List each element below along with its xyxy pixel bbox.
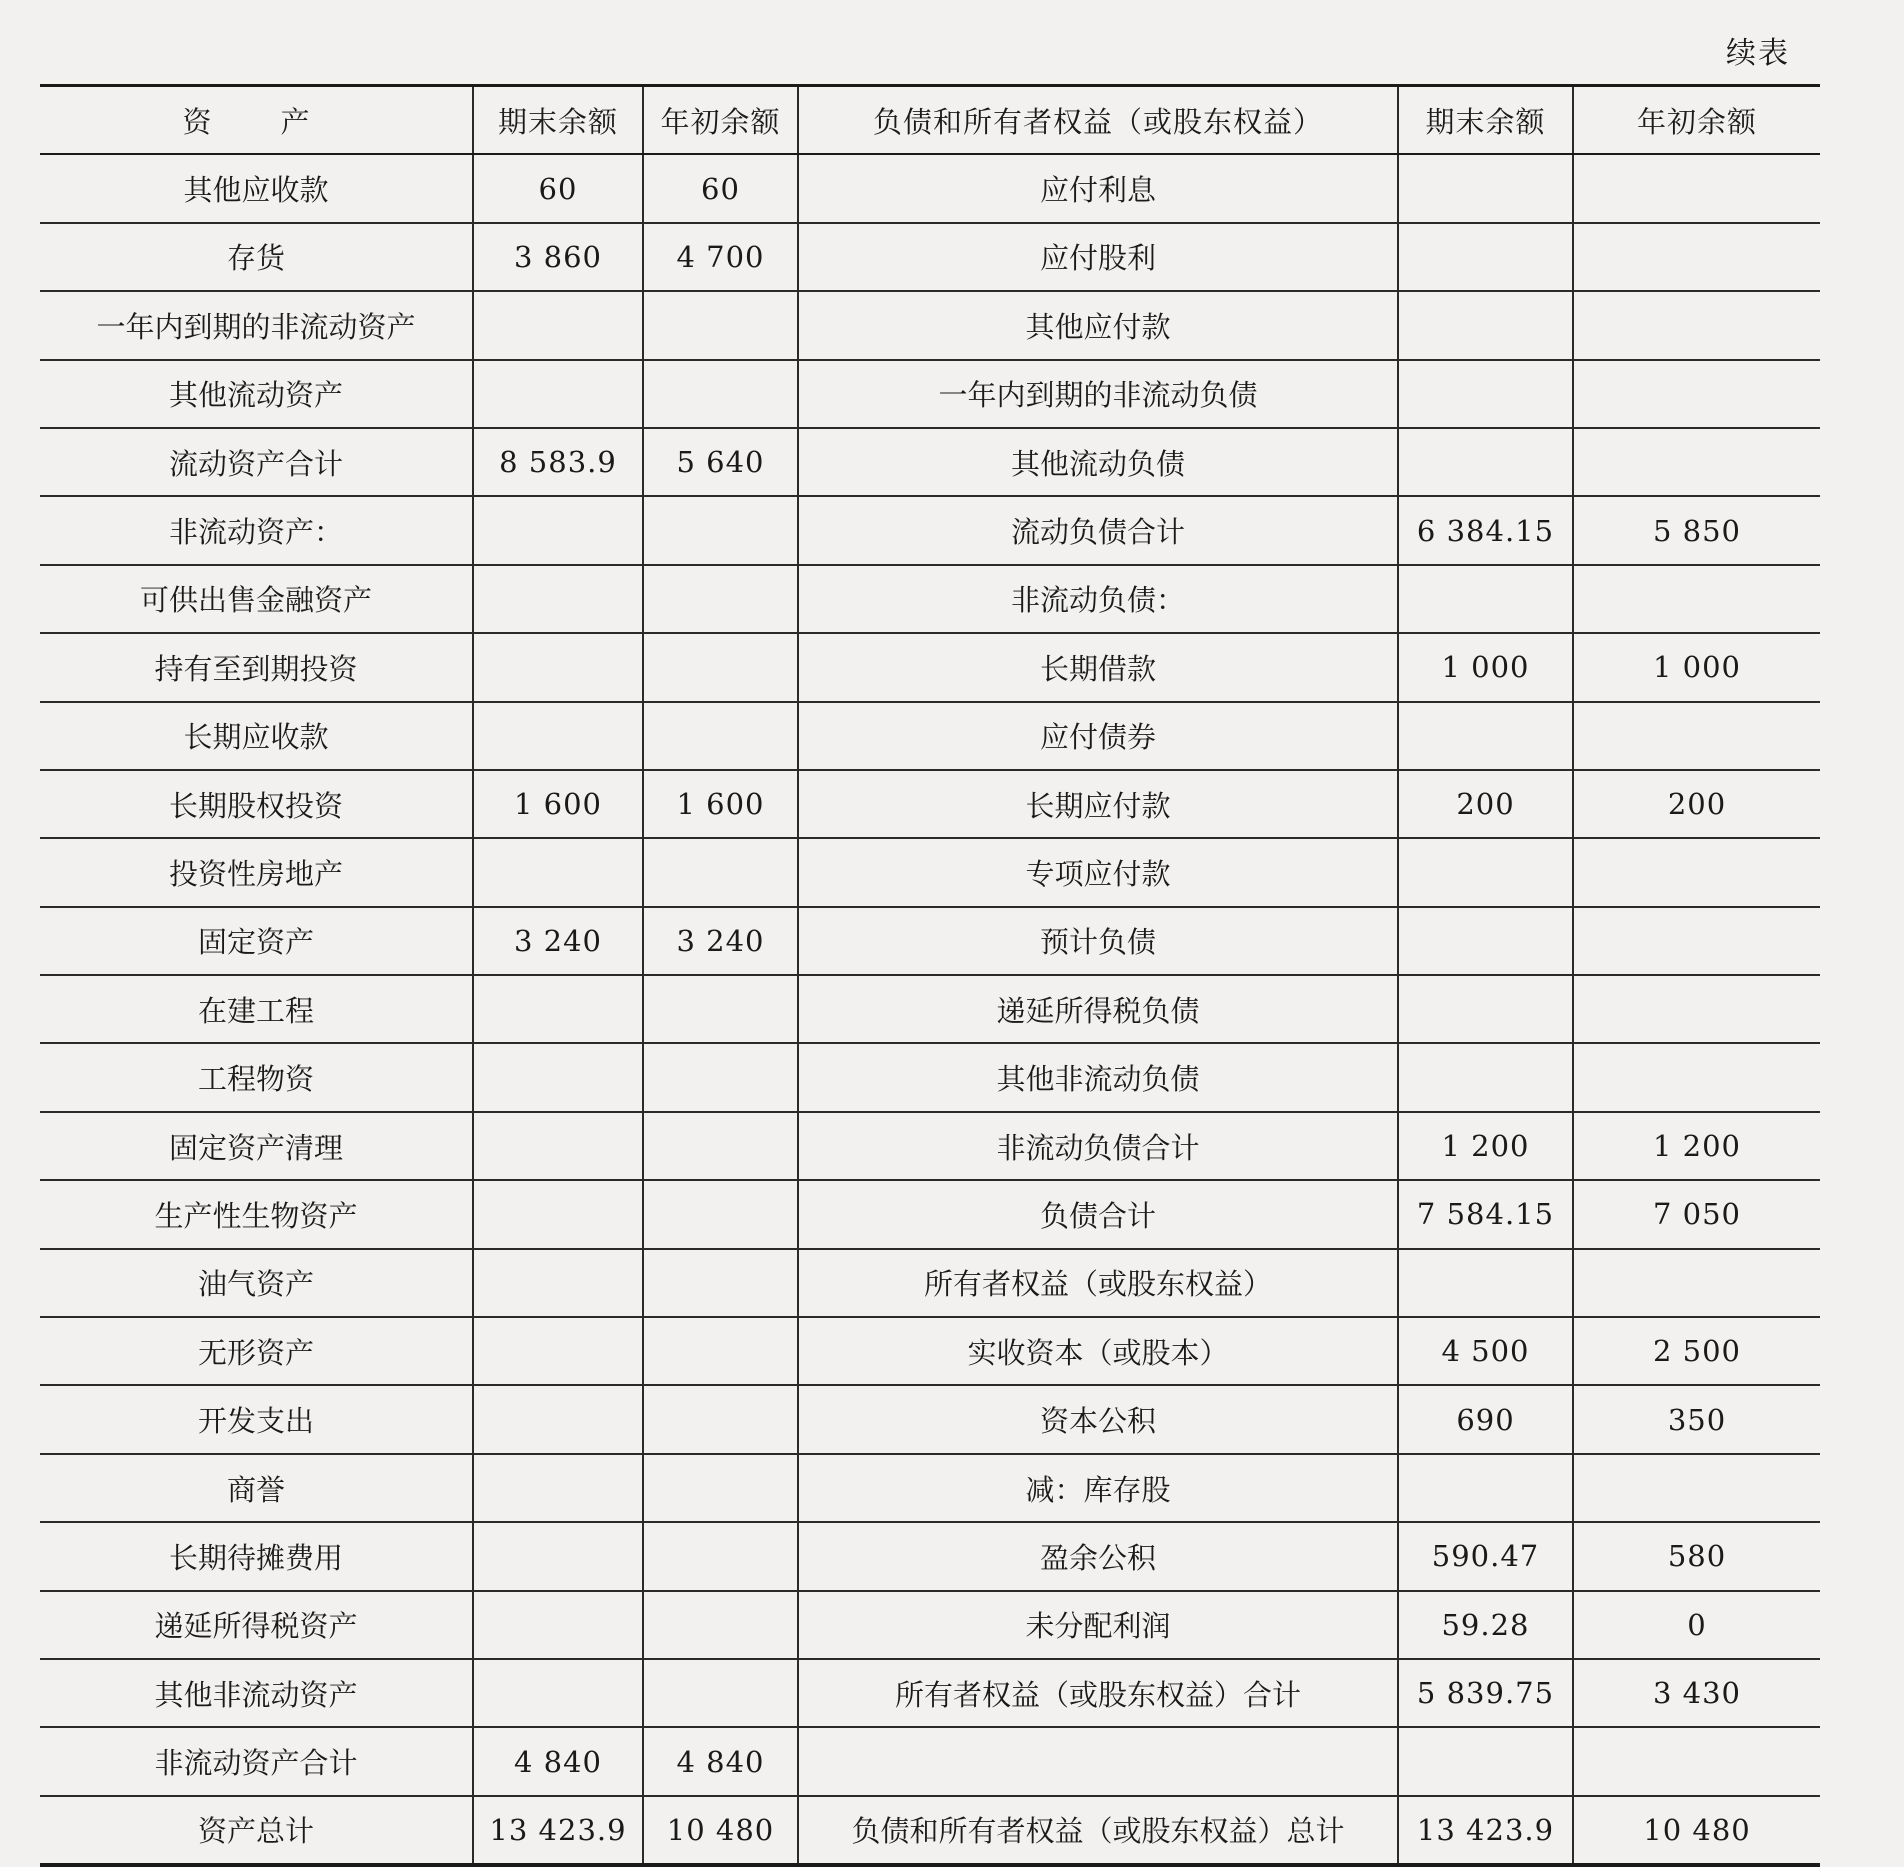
table-row (40, 428, 1820, 496)
asset-name-cell: 固定资产 (40, 907, 473, 975)
asset-name-cell: 长期应收款 (40, 702, 473, 770)
asset-end-cell (473, 1043, 643, 1111)
liab-begin-cell (1573, 975, 1820, 1043)
asset-name-cell: 长期待摊费用 (40, 1522, 473, 1590)
header-asset: 资 产 (40, 86, 473, 155)
table-row (40, 291, 1820, 359)
asset-end-cell (473, 1385, 643, 1453)
table-row (40, 1043, 1820, 1111)
liab-end-cell (1398, 223, 1573, 291)
liab-begin-cell (1573, 1249, 1820, 1317)
liability-name-cell: 非流动负债合计 (798, 1112, 1398, 1180)
liab-end-cell (1398, 565, 1573, 633)
liability-name-cell: 资本公积 (798, 1385, 1398, 1453)
asset-name-cell: 其他流动资产 (40, 360, 473, 428)
table-row (40, 838, 1820, 906)
liab-begin-cell (1573, 154, 1820, 222)
liability-name-cell: 一年内到期的非流动负债 (798, 360, 1398, 428)
asset-name-cell: 资产总计 (40, 1796, 473, 1865)
asset-begin-cell (643, 1043, 798, 1111)
liability-name-cell: 未分配利润 (798, 1591, 1398, 1659)
liab-begin-cell (1573, 907, 1820, 975)
asset-end-cell (473, 565, 643, 633)
liability-name-cell (798, 1727, 1398, 1795)
liab-begin-cell: 2 500 (1573, 1317, 1820, 1385)
asset-begin-cell (643, 633, 798, 701)
liab-begin-cell (1573, 1454, 1820, 1522)
liab-begin-cell: 3 430 (1573, 1659, 1820, 1727)
asset-begin-cell (643, 1522, 798, 1590)
asset-name-cell: 无形资产 (40, 1317, 473, 1385)
liab-end-cell: 13 423.9 (1398, 1796, 1573, 1865)
asset-name-cell: 非流动资产： (40, 496, 473, 564)
asset-end-cell (473, 360, 643, 428)
liab-end-cell: 200 (1398, 770, 1573, 838)
asset-end-cell (473, 1317, 643, 1385)
liability-name-cell: 流动负债合计 (798, 496, 1398, 564)
asset-end-cell (473, 1249, 643, 1317)
liab-begin-cell: 5 850 (1573, 496, 1820, 564)
table-row (40, 1591, 1820, 1659)
liab-begin-cell (1573, 428, 1820, 496)
document-page (40, 0, 1820, 1862)
table-row (40, 565, 1820, 633)
asset-begin-cell (643, 1591, 798, 1659)
liability-name-cell: 专项应付款 (798, 838, 1398, 906)
table-row (40, 770, 1820, 838)
asset-begin-cell (643, 1659, 798, 1727)
liab-end-cell: 4 500 (1398, 1317, 1573, 1385)
asset-begin-cell: 10 480 (643, 1796, 798, 1865)
table-row (40, 1317, 1820, 1385)
asset-end-cell (473, 1591, 643, 1659)
liability-name-cell: 长期应付款 (798, 770, 1398, 838)
balance-sheet-table (40, 84, 1820, 1867)
liability-name-cell: 应付债券 (798, 702, 1398, 770)
asset-end-cell (473, 1659, 643, 1727)
liab-begin-cell (1573, 360, 1820, 428)
header-asset-end: 期末余额 (473, 86, 643, 155)
liab-end-cell (1398, 360, 1573, 428)
liab-begin-cell (1573, 838, 1820, 906)
liab-end-cell: 7 584.15 (1398, 1180, 1573, 1248)
table-row (40, 1385, 1820, 1453)
header-liability: 负债和所有者权益（或股东权益） (798, 86, 1398, 155)
asset-begin-cell: 4 700 (643, 223, 798, 291)
asset-name-cell: 工程物资 (40, 1043, 473, 1111)
liability-name-cell: 实收资本（或股本） (798, 1317, 1398, 1385)
liability-name-cell: 所有者权益（或股东权益） (798, 1249, 1398, 1317)
asset-name-cell: 递延所得税资产 (40, 1591, 473, 1659)
asset-end-cell (473, 1522, 643, 1590)
asset-begin-cell: 1 600 (643, 770, 798, 838)
asset-end-cell: 3 860 (473, 223, 643, 291)
liab-end-cell (1398, 907, 1573, 975)
asset-end-cell: 3 240 (473, 907, 643, 975)
liab-end-cell: 1 000 (1398, 633, 1573, 701)
asset-begin-cell (643, 975, 798, 1043)
liab-end-cell: 59.28 (1398, 1591, 1573, 1659)
table-row (40, 154, 1820, 222)
liab-end-cell: 5 839.75 (1398, 1659, 1573, 1727)
liab-begin-cell: 10 480 (1573, 1796, 1820, 1865)
asset-end-cell (473, 496, 643, 564)
liab-begin-cell: 0 (1573, 1591, 1820, 1659)
liability-name-cell: 其他非流动负债 (798, 1043, 1398, 1111)
liab-begin-cell (1573, 702, 1820, 770)
liability-name-cell: 盈余公积 (798, 1522, 1398, 1590)
liab-begin-cell (1573, 565, 1820, 633)
table-row (40, 1112, 1820, 1180)
liab-begin-cell: 1 200 (1573, 1112, 1820, 1180)
table-row (40, 633, 1820, 701)
table-row (40, 1249, 1820, 1317)
asset-begin-cell (643, 1180, 798, 1248)
liab-begin-cell (1573, 291, 1820, 359)
liability-name-cell: 所有者权益（或股东权益）合计 (798, 1659, 1398, 1727)
liab-begin-cell: 7 050 (1573, 1180, 1820, 1248)
asset-name-cell: 长期股权投资 (40, 770, 473, 838)
asset-end-cell: 60 (473, 154, 643, 222)
asset-begin-cell (643, 1249, 798, 1317)
asset-end-cell (473, 1180, 643, 1248)
asset-begin-cell: 4 840 (643, 1727, 798, 1795)
asset-begin-cell (643, 1385, 798, 1453)
table-row (40, 1727, 1820, 1795)
liab-begin-cell: 350 (1573, 1385, 1820, 1453)
asset-begin-cell (643, 496, 798, 564)
asset-name-cell: 开发支出 (40, 1385, 473, 1453)
liab-end-cell (1398, 1727, 1573, 1795)
asset-end-cell (473, 1112, 643, 1180)
asset-end-cell: 13 423.9 (473, 1796, 643, 1865)
asset-name-cell: 持有至到期投资 (40, 633, 473, 701)
liability-name-cell: 负债合计 (798, 1180, 1398, 1248)
asset-begin-cell (643, 360, 798, 428)
asset-end-cell (473, 838, 643, 906)
asset-name-cell: 流动资产合计 (40, 428, 473, 496)
liability-name-cell: 非流动负债： (798, 565, 1398, 633)
table-row (40, 1180, 1820, 1248)
asset-end-cell (473, 702, 643, 770)
continued-label: 续表 (1726, 36, 1790, 71)
asset-name-cell: 投资性房地产 (40, 838, 473, 906)
liab-end-cell (1398, 291, 1573, 359)
liab-end-cell: 690 (1398, 1385, 1573, 1453)
liability-name-cell: 其他应付款 (798, 291, 1398, 359)
table-body (40, 154, 1820, 1865)
asset-end-cell (473, 975, 643, 1043)
liab-end-cell (1398, 1454, 1573, 1522)
asset-begin-cell (643, 291, 798, 359)
asset-begin-cell (643, 1112, 798, 1180)
asset-end-cell: 1 600 (473, 770, 643, 838)
asset-end-cell (473, 291, 643, 359)
liab-end-cell: 6 384.15 (1398, 496, 1573, 564)
liability-name-cell: 其他流动负债 (798, 428, 1398, 496)
asset-name-cell: 商誉 (40, 1454, 473, 1522)
liab-begin-cell (1573, 1043, 1820, 1111)
asset-end-cell (473, 633, 643, 701)
liab-end-cell: 1 200 (1398, 1112, 1573, 1180)
liab-end-cell (1398, 1249, 1573, 1317)
asset-name-cell: 固定资产清理 (40, 1112, 473, 1180)
table-row (40, 1659, 1820, 1727)
asset-end-cell: 8 583.9 (473, 428, 643, 496)
table-row (40, 1454, 1820, 1522)
table-row (40, 360, 1820, 428)
table-row (40, 975, 1820, 1043)
liability-name-cell: 长期借款 (798, 633, 1398, 701)
liability-name-cell: 减：库存股 (798, 1454, 1398, 1522)
table-row (40, 907, 1820, 975)
asset-begin-cell (643, 702, 798, 770)
liab-end-cell (1398, 1043, 1573, 1111)
asset-name-cell: 油气资产 (40, 1249, 473, 1317)
liab-begin-cell: 1 000 (1573, 633, 1820, 701)
asset-begin-cell (643, 1454, 798, 1522)
liab-end-cell (1398, 428, 1573, 496)
table-row (40, 223, 1820, 291)
liab-end-cell (1398, 838, 1573, 906)
asset-begin-cell: 60 (643, 154, 798, 222)
liability-name-cell: 递延所得税负债 (798, 975, 1398, 1043)
liab-end-cell (1398, 702, 1573, 770)
liability-name-cell: 负债和所有者权益（或股东权益）总计 (798, 1796, 1398, 1865)
asset-end-cell: 4 840 (473, 1727, 643, 1795)
asset-begin-cell: 3 240 (643, 907, 798, 975)
header-liab-begin: 年初余额 (1573, 86, 1820, 155)
liab-begin-cell: 580 (1573, 1522, 1820, 1590)
liability-name-cell: 应付利息 (798, 154, 1398, 222)
liab-end-cell: 590.47 (1398, 1522, 1573, 1590)
asset-end-cell (473, 1454, 643, 1522)
table-row (40, 1796, 1820, 1865)
asset-name-cell: 其他应收款 (40, 154, 473, 222)
table-row (40, 1522, 1820, 1590)
asset-begin-cell: 5 640 (643, 428, 798, 496)
liability-name-cell: 应付股利 (798, 223, 1398, 291)
asset-name-cell: 其他非流动资产 (40, 1659, 473, 1727)
liab-begin-cell: 200 (1573, 770, 1820, 838)
table-row (40, 496, 1820, 564)
table-row (40, 702, 1820, 770)
asset-name-cell: 可供出售金融资产 (40, 565, 473, 633)
asset-name-cell: 生产性生物资产 (40, 1180, 473, 1248)
header-liab-end: 期末余额 (1398, 86, 1573, 155)
asset-name-cell: 非流动资产合计 (40, 1727, 473, 1795)
asset-begin-cell (643, 1317, 798, 1385)
liab-end-cell (1398, 975, 1573, 1043)
liab-begin-cell (1573, 223, 1820, 291)
liab-begin-cell (1573, 1727, 1820, 1795)
asset-name-cell: 一年内到期的非流动资产 (40, 291, 473, 359)
table-header-row (40, 86, 1820, 155)
header-asset-begin: 年初余额 (643, 86, 798, 155)
liability-name-cell: 预计负债 (798, 907, 1398, 975)
asset-begin-cell (643, 838, 798, 906)
asset-name-cell: 在建工程 (40, 975, 473, 1043)
asset-begin-cell (643, 565, 798, 633)
liab-end-cell (1398, 154, 1573, 222)
asset-name-cell: 存货 (40, 223, 473, 291)
